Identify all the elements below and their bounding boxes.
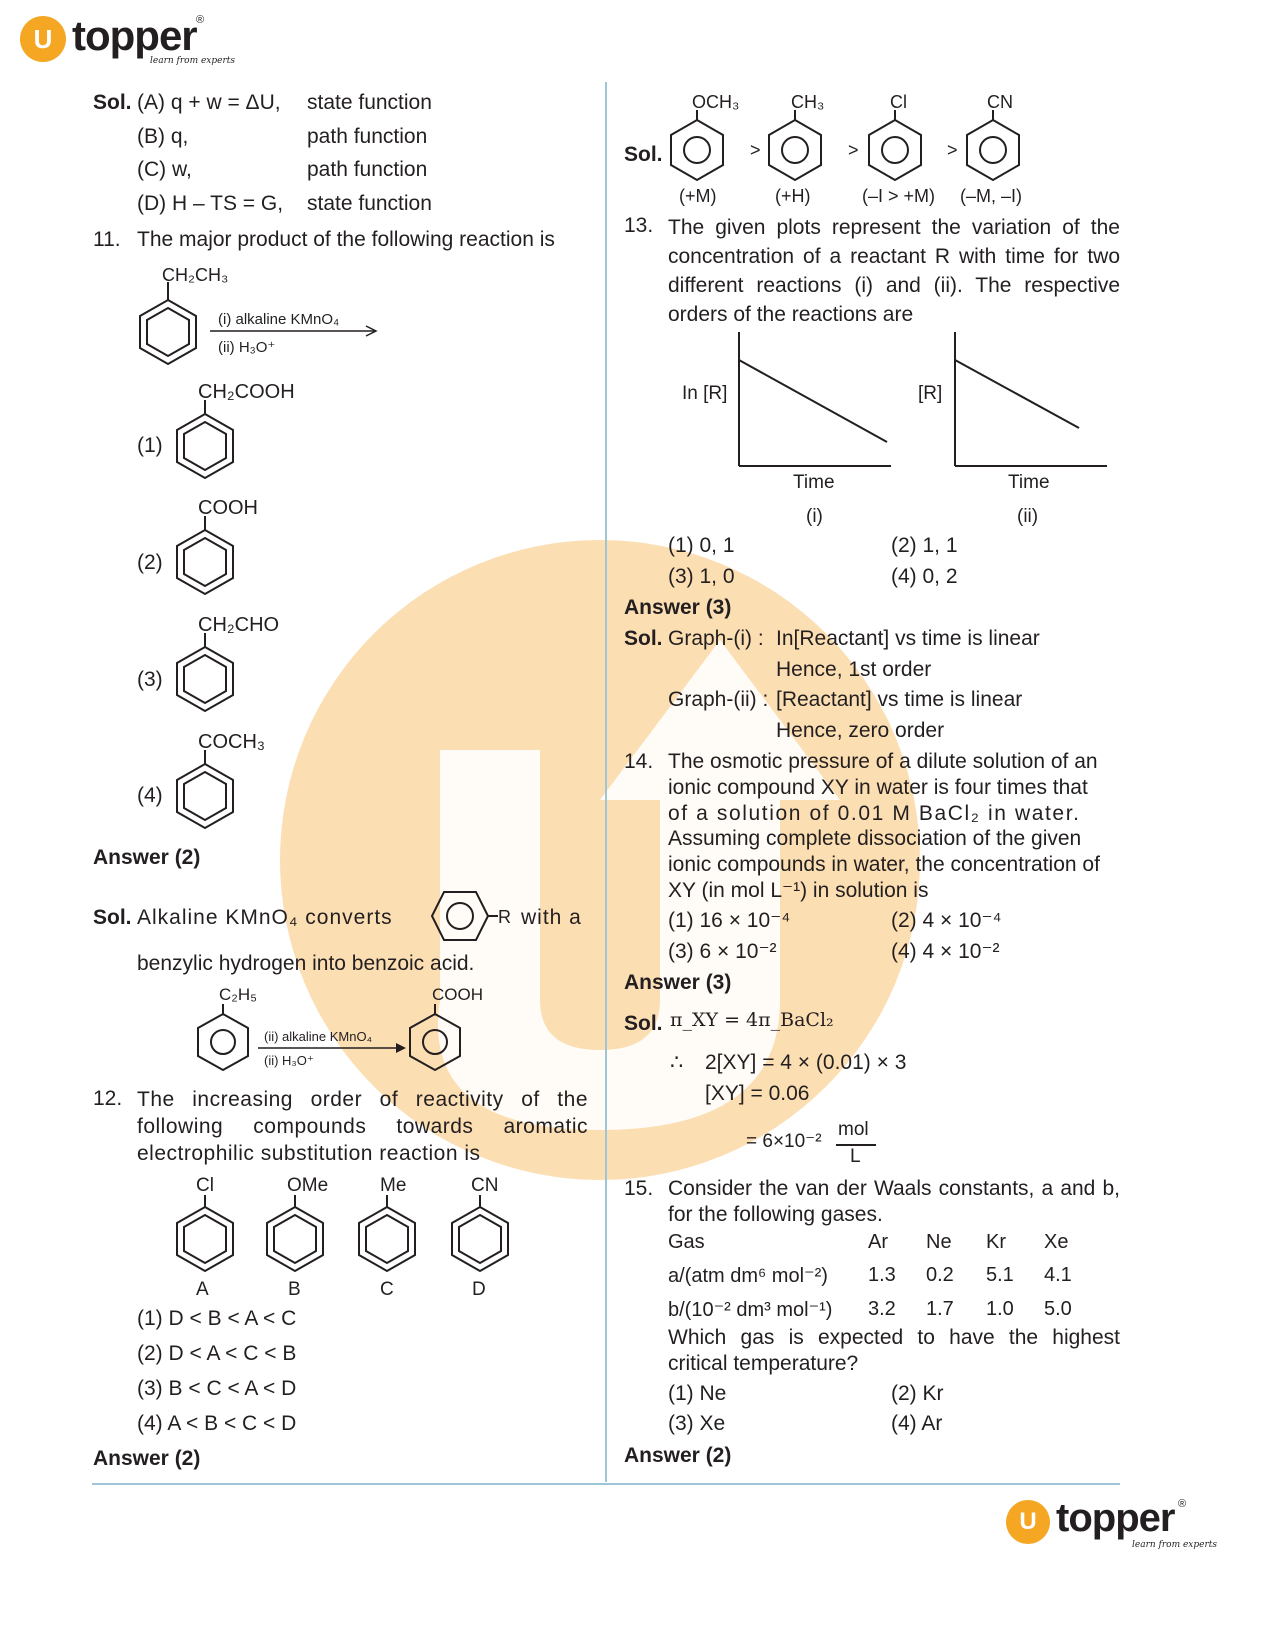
sol10-key-b: (B) q,	[137, 125, 189, 148]
table-row	[668, 1263, 1072, 1297]
q12-number: 12.	[93, 1087, 123, 1110]
q14-line-4: Assuming complete dissociation of the given	[668, 827, 1082, 850]
q14-sol-frac-den: L	[850, 1146, 861, 1167]
sol12-gt-1: >	[750, 140, 761, 160]
q12-compound-a-ring-icon	[165, 1195, 245, 1280]
q12-compound-d-group: CN	[471, 1175, 499, 1196]
q12-compound-b-group: OMe	[287, 1175, 329, 1196]
q15-row-a-label: a/(atm dm⁶ mol⁻²)	[668, 1265, 828, 1287]
sol12-compound-3-group: Cl	[890, 92, 907, 112]
q13-graph-1-ylabel: In [R]	[682, 383, 728, 404]
q12-compound-d-ring-icon	[440, 1195, 520, 1280]
q15-option-2: (2) Kr	[891, 1382, 944, 1405]
q11-option-3-ring-icon	[165, 633, 245, 713]
footer-rule	[92, 1483, 1120, 1485]
q11-option-4-ring-icon	[165, 750, 245, 830]
q15-header-ar: Ar	[868, 1231, 888, 1253]
sol12-compound-4-group: CN	[987, 92, 1013, 112]
q11-sol-reactant-ring-icon	[188, 1004, 258, 1079]
sol10-val-d: state function	[307, 192, 432, 215]
sol10-val-c: path function	[307, 158, 428, 181]
q14-line-2: ionic compound XY in water is four times that	[668, 776, 1088, 799]
q14-line-3: of a solution of 0.01 M BaCl₂ in water.	[668, 802, 1081, 825]
q11-sol-product-ring-icon	[400, 1004, 470, 1079]
q12-text: The increasing order of reactivity of the following compounds towards aromatic electrophilic substitution reaction is	[137, 1088, 588, 1165]
q13-sol-g2-label: Graph-(ii) :	[668, 688, 769, 711]
q14-option-1: (1) 16 × 10⁻⁴	[668, 909, 791, 932]
brand-name: topper	[72, 12, 197, 59]
q14-option-2: (2) 4 × 10⁻⁴	[891, 909, 1002, 932]
sol10-key-d: (D) H – TS = G,	[137, 192, 284, 215]
footer-registered-mark: ®	[1178, 1498, 1187, 1510]
sol12-compound-3-ring-icon	[860, 110, 930, 185]
sol12-compound-2-ring-icon	[760, 110, 830, 185]
q13-number: 13.	[624, 214, 654, 237]
q11-option-4-num: (4)	[137, 784, 163, 807]
q12-compound-b-label: B	[288, 1279, 301, 1300]
q11-reaction-arrow-icon	[210, 324, 380, 338]
q13-option-3: (3) 1, 0	[668, 565, 735, 588]
q14-option-3: (3) 6 × 10⁻²	[668, 940, 777, 963]
sol10-val-a: state function	[307, 91, 432, 114]
q15-option-3: (3) Xe	[668, 1412, 726, 1435]
table-cell: 1.7	[926, 1298, 954, 1320]
sol10-val-b: path function	[307, 125, 428, 148]
q11-sol-reagent-2: (ii) H₃O⁺	[264, 1053, 314, 1068]
q13-graph-1	[735, 330, 895, 470]
q15-number: 15.	[624, 1177, 654, 1200]
sol10-key-c: (C) w,	[137, 158, 192, 181]
q12-option-1: (1) D < B < A < C	[137, 1307, 297, 1330]
q15-header-gas: Gas	[668, 1231, 705, 1253]
sol12-compound-1-effect: (+M)	[679, 186, 717, 206]
q14-option-4: (4) 4 × 10⁻²	[891, 940, 1000, 963]
column-divider	[605, 82, 607, 1482]
brand-logo-icon: U	[20, 16, 66, 62]
brand-tagline: learn from experts	[150, 56, 236, 66]
q11-sol-text-3: benzylic hydrogen into benzoic acid.	[137, 952, 475, 975]
sol12-compound-1-ring-icon	[662, 110, 732, 185]
table-cell: 3.2	[868, 1298, 896, 1320]
q15-option-1: (1) Ne	[668, 1382, 727, 1405]
q15-header-kr: Kr	[986, 1231, 1006, 1253]
footer-brand-name: topper	[1056, 1496, 1175, 1540]
q12-compound-b-ring-icon	[255, 1195, 335, 1280]
sol10-key-a: (A) q + w = ΔU,	[137, 91, 281, 114]
table-cell: 4.1	[1044, 1264, 1072, 1286]
q13-graph-2-caption: (ii)	[1017, 506, 1039, 527]
q15-header-xe: Xe	[1044, 1231, 1069, 1253]
q15-header-ne: Ne	[926, 1231, 952, 1253]
q13-sol-label: Sol.	[624, 627, 663, 650]
q13-sol-g2-text: [Reactant] vs time is linear	[776, 688, 1023, 711]
q14-line-6: XY (in mol L⁻¹) in solution is	[668, 879, 929, 902]
q13-text: The given plots represent the variation of the concentration of a reactant R with time for two different reactions (i) and (ii). The respective orders of the reactions are	[668, 216, 1120, 326]
table-cell: 1.3	[868, 1264, 896, 1286]
q12-option-4: (4) A < B < C < D	[137, 1412, 297, 1435]
q11-answer: Answer (2)	[93, 846, 201, 869]
sol12-gt-2: >	[848, 140, 859, 160]
q12-compound-a-group: Cl	[196, 1175, 214, 1196]
sol12-compound-4-ring-icon	[958, 110, 1028, 185]
sol12-compound-1-group: OCH₃	[692, 92, 740, 112]
q11-option-3-num: (3)	[137, 668, 163, 691]
q15-table-header	[668, 1231, 1072, 1263]
q14-sol-frac-num: mol	[838, 1119, 869, 1140]
q11-number: 11.	[93, 228, 121, 251]
q11-reagent-2: (ii) H₃O⁺	[218, 339, 276, 356]
q11-reagent-1: (i) alkaline KMnO₄	[218, 311, 340, 328]
sol12-compound-3-effect: (–I > +M)	[862, 186, 936, 206]
q15-answer: Answer (2)	[624, 1444, 732, 1467]
q13-graph-1-xlabel: Time	[793, 472, 835, 493]
sol12-compound-2-group: CH₃	[791, 92, 825, 112]
q11-text: The major product of the following reaction is	[137, 228, 555, 251]
q11-sol-benzene-ring-icon	[420, 886, 500, 946]
q14-line-1: The osmotic pressure of a dilute solution of an	[668, 750, 1098, 773]
q11-option-1-num: (1)	[137, 434, 163, 457]
q14-sol-eq-3: [XY] = 0.06	[705, 1082, 810, 1105]
sol12-gt-3: >	[947, 140, 958, 160]
q14-sol-eq-4: = 6×10⁻²	[746, 1131, 822, 1152]
q12-option-2: (2) D < A < C < B	[137, 1342, 297, 1365]
q13-graph-2-ylabel: [R]	[918, 383, 943, 404]
sol12-compound-2-effect: (+H)	[775, 186, 811, 206]
q11-reactant-ring-icon	[130, 282, 210, 372]
table-cell: 5.1	[986, 1264, 1014, 1286]
q15-question: Which gas is expected to have the highest critical temperature?	[668, 1326, 1120, 1375]
q11-option-3-group: CH₂CHO	[198, 614, 280, 636]
q13-graph-2-xlabel: Time	[1008, 472, 1050, 493]
q15-table	[668, 1231, 1072, 1331]
q15-row-b-label: b/(10⁻² dm³ mol⁻¹)	[668, 1299, 833, 1321]
q11-sol-label: Sol.	[93, 906, 132, 929]
q14-line-5: ionic compounds in water, the concentration of	[668, 853, 1100, 876]
q14-number: 14.	[624, 750, 654, 773]
q11-option-4-group: COCH₃	[198, 731, 266, 753]
q11-sol-product-group: COOH	[432, 985, 483, 1004]
sol10-label: Sol.	[93, 91, 132, 114]
q11-sol-text-1: Alkaline KMnO₄ converts	[137, 906, 393, 929]
q13-sol-g1-label: Graph-(i) :	[668, 627, 764, 650]
q11-reactant-group: CH₂CH₃	[162, 265, 229, 285]
q14-answer: Answer (3)	[624, 971, 732, 994]
q14-sol-label: Sol.	[624, 1012, 663, 1035]
q12-compound-c-label: C	[380, 1279, 394, 1300]
q13-sol-g1-result: Hence, 1st order	[776, 658, 932, 681]
q12-compound-d-label: D	[472, 1279, 486, 1300]
footer-logo-icon: U	[1006, 1500, 1050, 1544]
q13-sol-g1-text: In[Reactant] vs time is linear	[776, 627, 1040, 650]
q11-option-1-group: CH₂COOH	[198, 381, 295, 403]
table-cell: 5.0	[1044, 1298, 1072, 1320]
q14-sol-eq-2: 2[XY] = 4 × (0.01) × 3	[705, 1051, 907, 1074]
q11-option-1-ring-icon	[165, 400, 245, 480]
q15-text: Consider the van der Waals constants, a and b, for the following gases.	[668, 1177, 1120, 1226]
footer-brand-tagline: learn from experts	[1132, 1540, 1218, 1550]
q15-option-4: (4) Ar	[891, 1412, 943, 1435]
q14-sol-therefore: ∴	[670, 1051, 684, 1074]
q11-sol-reactant-group: C₂H₅	[219, 985, 258, 1004]
table-cell: 0.2	[926, 1264, 954, 1286]
sol12-compound-4-effect: (–M, –I)	[960, 186, 1023, 206]
q11-sol-reagent-1: (ii) alkaline KMnO₄	[264, 1029, 372, 1044]
q11-option-2-ring-icon	[165, 516, 245, 596]
q13-sol-g2-result: Hence, zero order	[776, 719, 945, 742]
q12-option-3: (3) B < C < A < D	[137, 1377, 297, 1400]
q13-option-4: (4) 0, 2	[891, 565, 958, 588]
q12-answer: Answer (2)	[93, 1447, 201, 1470]
q13-option-2: (2) 1, 1	[891, 534, 958, 557]
q13-graph-1-caption: (i)	[806, 506, 823, 527]
table-cell: 1.0	[986, 1298, 1014, 1320]
q12-compound-c-ring-icon	[347, 1195, 427, 1280]
q13-option-1: (1) 0, 1	[668, 534, 735, 557]
q11-option-2-group: COOH	[198, 497, 258, 519]
q12-compound-c-group: Me	[380, 1175, 407, 1196]
q13-answer: Answer (3)	[624, 596, 732, 619]
q13-graph-2	[951, 330, 1111, 470]
q11-sol-r-group: R	[498, 907, 511, 927]
q14-sol-eq-1: π_XY = 4π_BaCl₂	[670, 1009, 834, 1031]
registered-mark: ®	[196, 14, 205, 26]
q11-sol-text-2: with a	[521, 906, 582, 929]
sol12-label: Sol.	[624, 143, 663, 166]
q11-option-2-num: (2)	[137, 551, 163, 574]
q12-compound-a-label: A	[196, 1279, 209, 1300]
